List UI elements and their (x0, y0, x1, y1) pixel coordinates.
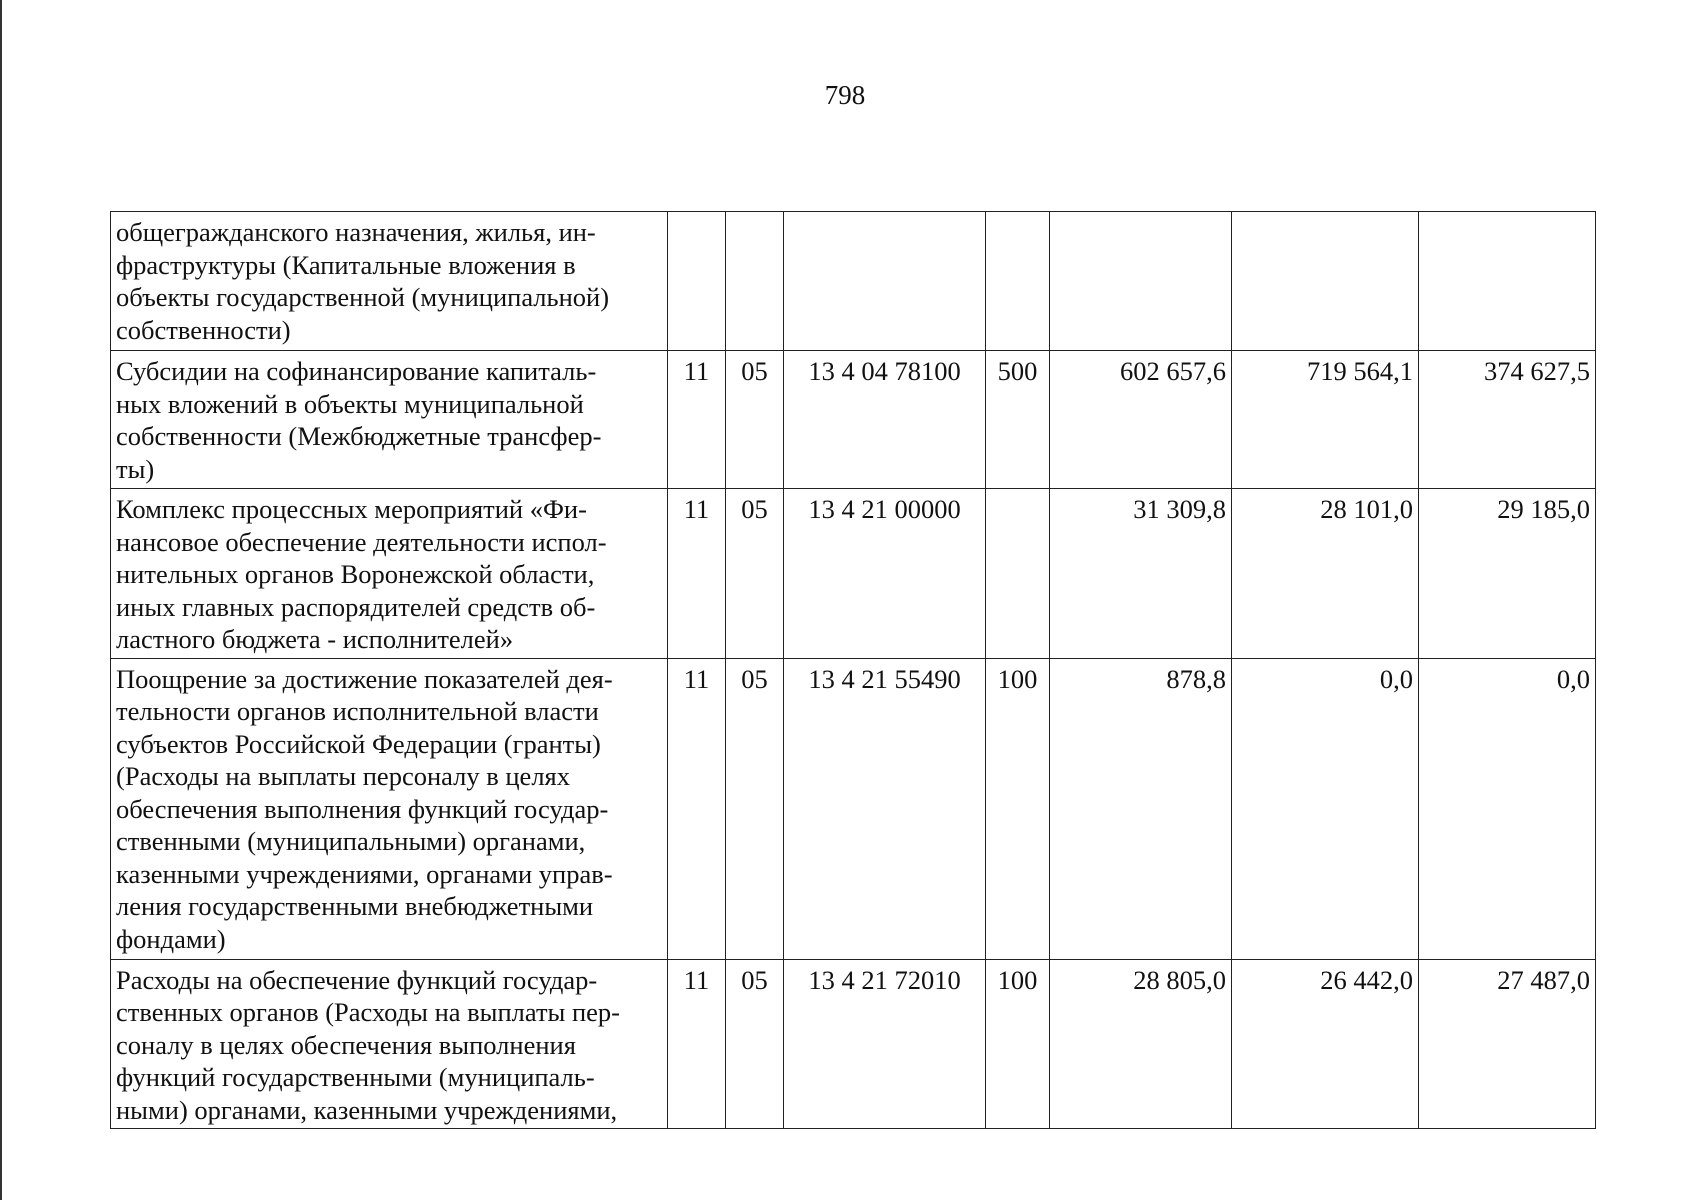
row-sum-year-3: 29 185,0 (1419, 489, 1596, 659)
row-section: 11 (668, 959, 726, 1129)
row-sum-year-2: 26 442,0 (1232, 959, 1419, 1129)
row-target-article: 13 4 21 72010 (784, 959, 986, 1129)
row-description: Комплекс процессных мероприятий «Фи- нансовое обеспечение деятельности испол- нительных органов Воронежской области, иных главных распорядителей средств об- ластного бюджета - исполнителей» (111, 489, 668, 659)
row-expense-type: 500 (986, 351, 1050, 489)
table-row (111, 351, 1596, 489)
row-sum-year-1: 602 657,6 (1050, 351, 1232, 489)
row-section: 11 (668, 489, 726, 659)
row-section: 11 (668, 658, 726, 959)
row-target-article: 13 4 21 00000 (784, 489, 986, 659)
row-target-article: 13 4 04 78100 (784, 351, 986, 489)
row-subsection (726, 212, 784, 351)
row-sum-year-3: 27 487,0 (1419, 959, 1596, 1129)
row-sum-year-1: 31 309,8 (1050, 489, 1232, 659)
row-sum-year-2: 0,0 (1232, 658, 1419, 959)
row-sum-year-1 (1050, 212, 1232, 351)
row-expense-type (986, 212, 1050, 351)
row-sum-year-2 (1232, 212, 1419, 351)
row-expense-type: 100 (986, 959, 1050, 1129)
row-subsection: 05 (726, 351, 784, 489)
row-target-article (784, 212, 986, 351)
table-row (111, 212, 1596, 351)
row-target-article: 13 4 21 55490 (784, 658, 986, 959)
row-subsection: 05 (726, 489, 784, 659)
row-description: Поощрение за достижение показателей дея- тельности органов исполнительной власти субъектов Российской Федерации (гранты) (Расходы на выплаты персоналу в целях обеспечения выполнения функций государ- ственными (муниципальными) органами, казенными учреждениями, органами управ- ления государственными внебюджетными фондами) (111, 658, 668, 959)
row-expense-type: 100 (986, 658, 1050, 959)
row-subsection: 05 (726, 959, 784, 1129)
row-sum-year-3 (1419, 212, 1596, 351)
row-subsection: 05 (726, 658, 784, 959)
row-description: общегражданского назначения, жилья, ин- фраструктуры (Капитальные вложения в объекты государственной (муниципальной) собственности) (111, 212, 668, 351)
scan-edge (0, 0, 2, 1200)
row-description: Расходы на обеспечение функций государ- ственных органов (Расходы на выплаты пер- соналу в целях обеспечения выполнения функций государственными (муниципаль- ными) органами, казенными учреждениями, (111, 959, 668, 1129)
row-sum-year-2: 719 564,1 (1232, 351, 1419, 489)
row-expense-type (986, 489, 1050, 659)
page-number: 798 (824, 80, 866, 110)
table-row (111, 489, 1596, 659)
row-sum-year-2: 28 101,0 (1232, 489, 1419, 659)
row-sum-year-3: 0,0 (1419, 658, 1596, 959)
row-sum-year-1: 878,8 (1050, 658, 1232, 959)
row-description: Субсидии на софинансирование капиталь- ных вложений в объекты муниципальной собственности (Межбюджетные трансфер- ты) (111, 351, 668, 489)
table-row (111, 959, 1596, 1129)
table-row (111, 658, 1596, 959)
budget-table (110, 211, 1596, 1129)
row-sum-year-3: 374 627,5 (1419, 351, 1596, 489)
row-section (668, 212, 726, 351)
row-sum-year-1: 28 805,0 (1050, 959, 1232, 1129)
row-section: 11 (668, 351, 726, 489)
